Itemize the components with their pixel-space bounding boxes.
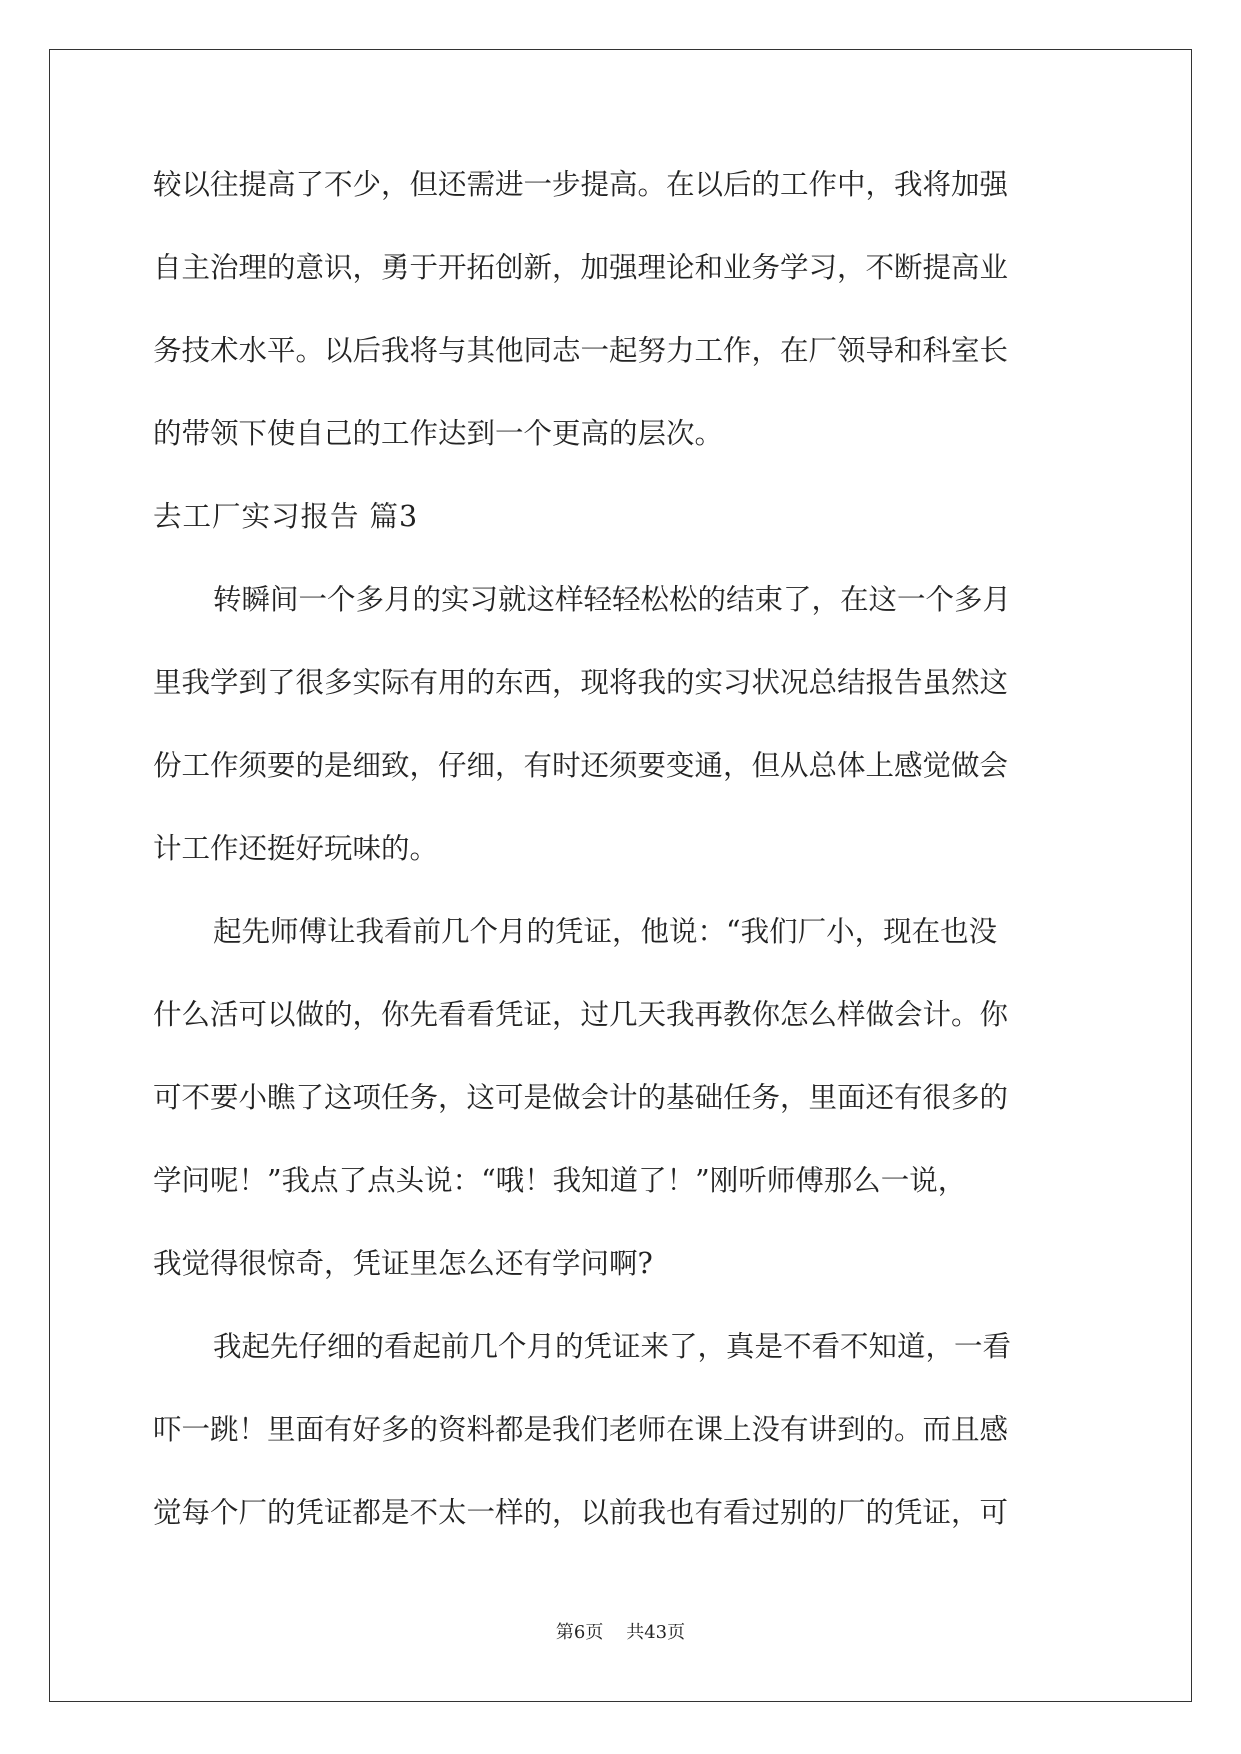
text-line: 计工作还挺好玩味的。 [153,832,439,865]
text-line: 的带领下使自己的工作达到一个更高的层次。 [153,417,724,450]
text-line: 可不要小瞧了这项任务，这可是做会计的基础任务，里面还有很多的 [153,1081,1009,1114]
text-line: 什么活可以做的，你先看看凭证，过几天我再教你怎么样做会计。你 [153,998,1009,1031]
footer-total-prefix: 共 [626,1622,645,1643]
footer-page-suffix: 页 [585,1622,604,1643]
page-number: 6 [573,1622,586,1643]
text-line: 觉每个厂的凭证都是不太一样的，以前我也有看过别的厂的凭证，可 [153,1496,1009,1529]
page-footer [0,1618,1241,1644]
footer-total-suffix: 页 [667,1622,686,1643]
total-pages: 43 [644,1622,668,1643]
text-line: 我觉得很惊奇，凭证里怎么还有学问啊? [153,1247,653,1280]
text-line: 里我学到了很多实际有用的东西，现将我的实习状况总结报告虽然这 [153,666,1009,699]
footer-prefix: 第 [555,1622,574,1643]
text-line: 自主治理的意识，勇于开拓创新，加强理论和业务学习，不断提高业 [153,251,1009,284]
text-line: 务技术水平。以后我将与其他同志一起努力工作，在厂领导和科室长 [153,334,1009,367]
text-line: 我起先仔细的看起前几个月的凭证来了，真是不看不知道，一看 [213,1330,1012,1363]
text-line: 学问呢！”我点了点头说：“哦！我知道了！”刚听师傅那么一说， [153,1164,967,1197]
document-body [153,160,1088,1571]
text-line: 起先师傅让我看前几个月的凭证，他说：“我们厂小，现在也没 [213,915,998,948]
text-line: 吓一跳！里面有好多的资料都是我们老师在课上没有讲到的。而且感 [153,1413,1009,1446]
text-line: 份工作须要的是细致，仔细，有时还须要变通，但从总体上感觉做会 [153,749,1009,782]
section-heading: 去工厂实习报告 篇3 [153,500,419,533]
text-line: 较以往提高了不少，但还需进一步提高。在以后的工作中，我将加强 [153,168,1009,201]
text-line: 转瞬间一个多月的实习就这样轻轻松松的结束了，在这一个多月 [213,583,1012,616]
